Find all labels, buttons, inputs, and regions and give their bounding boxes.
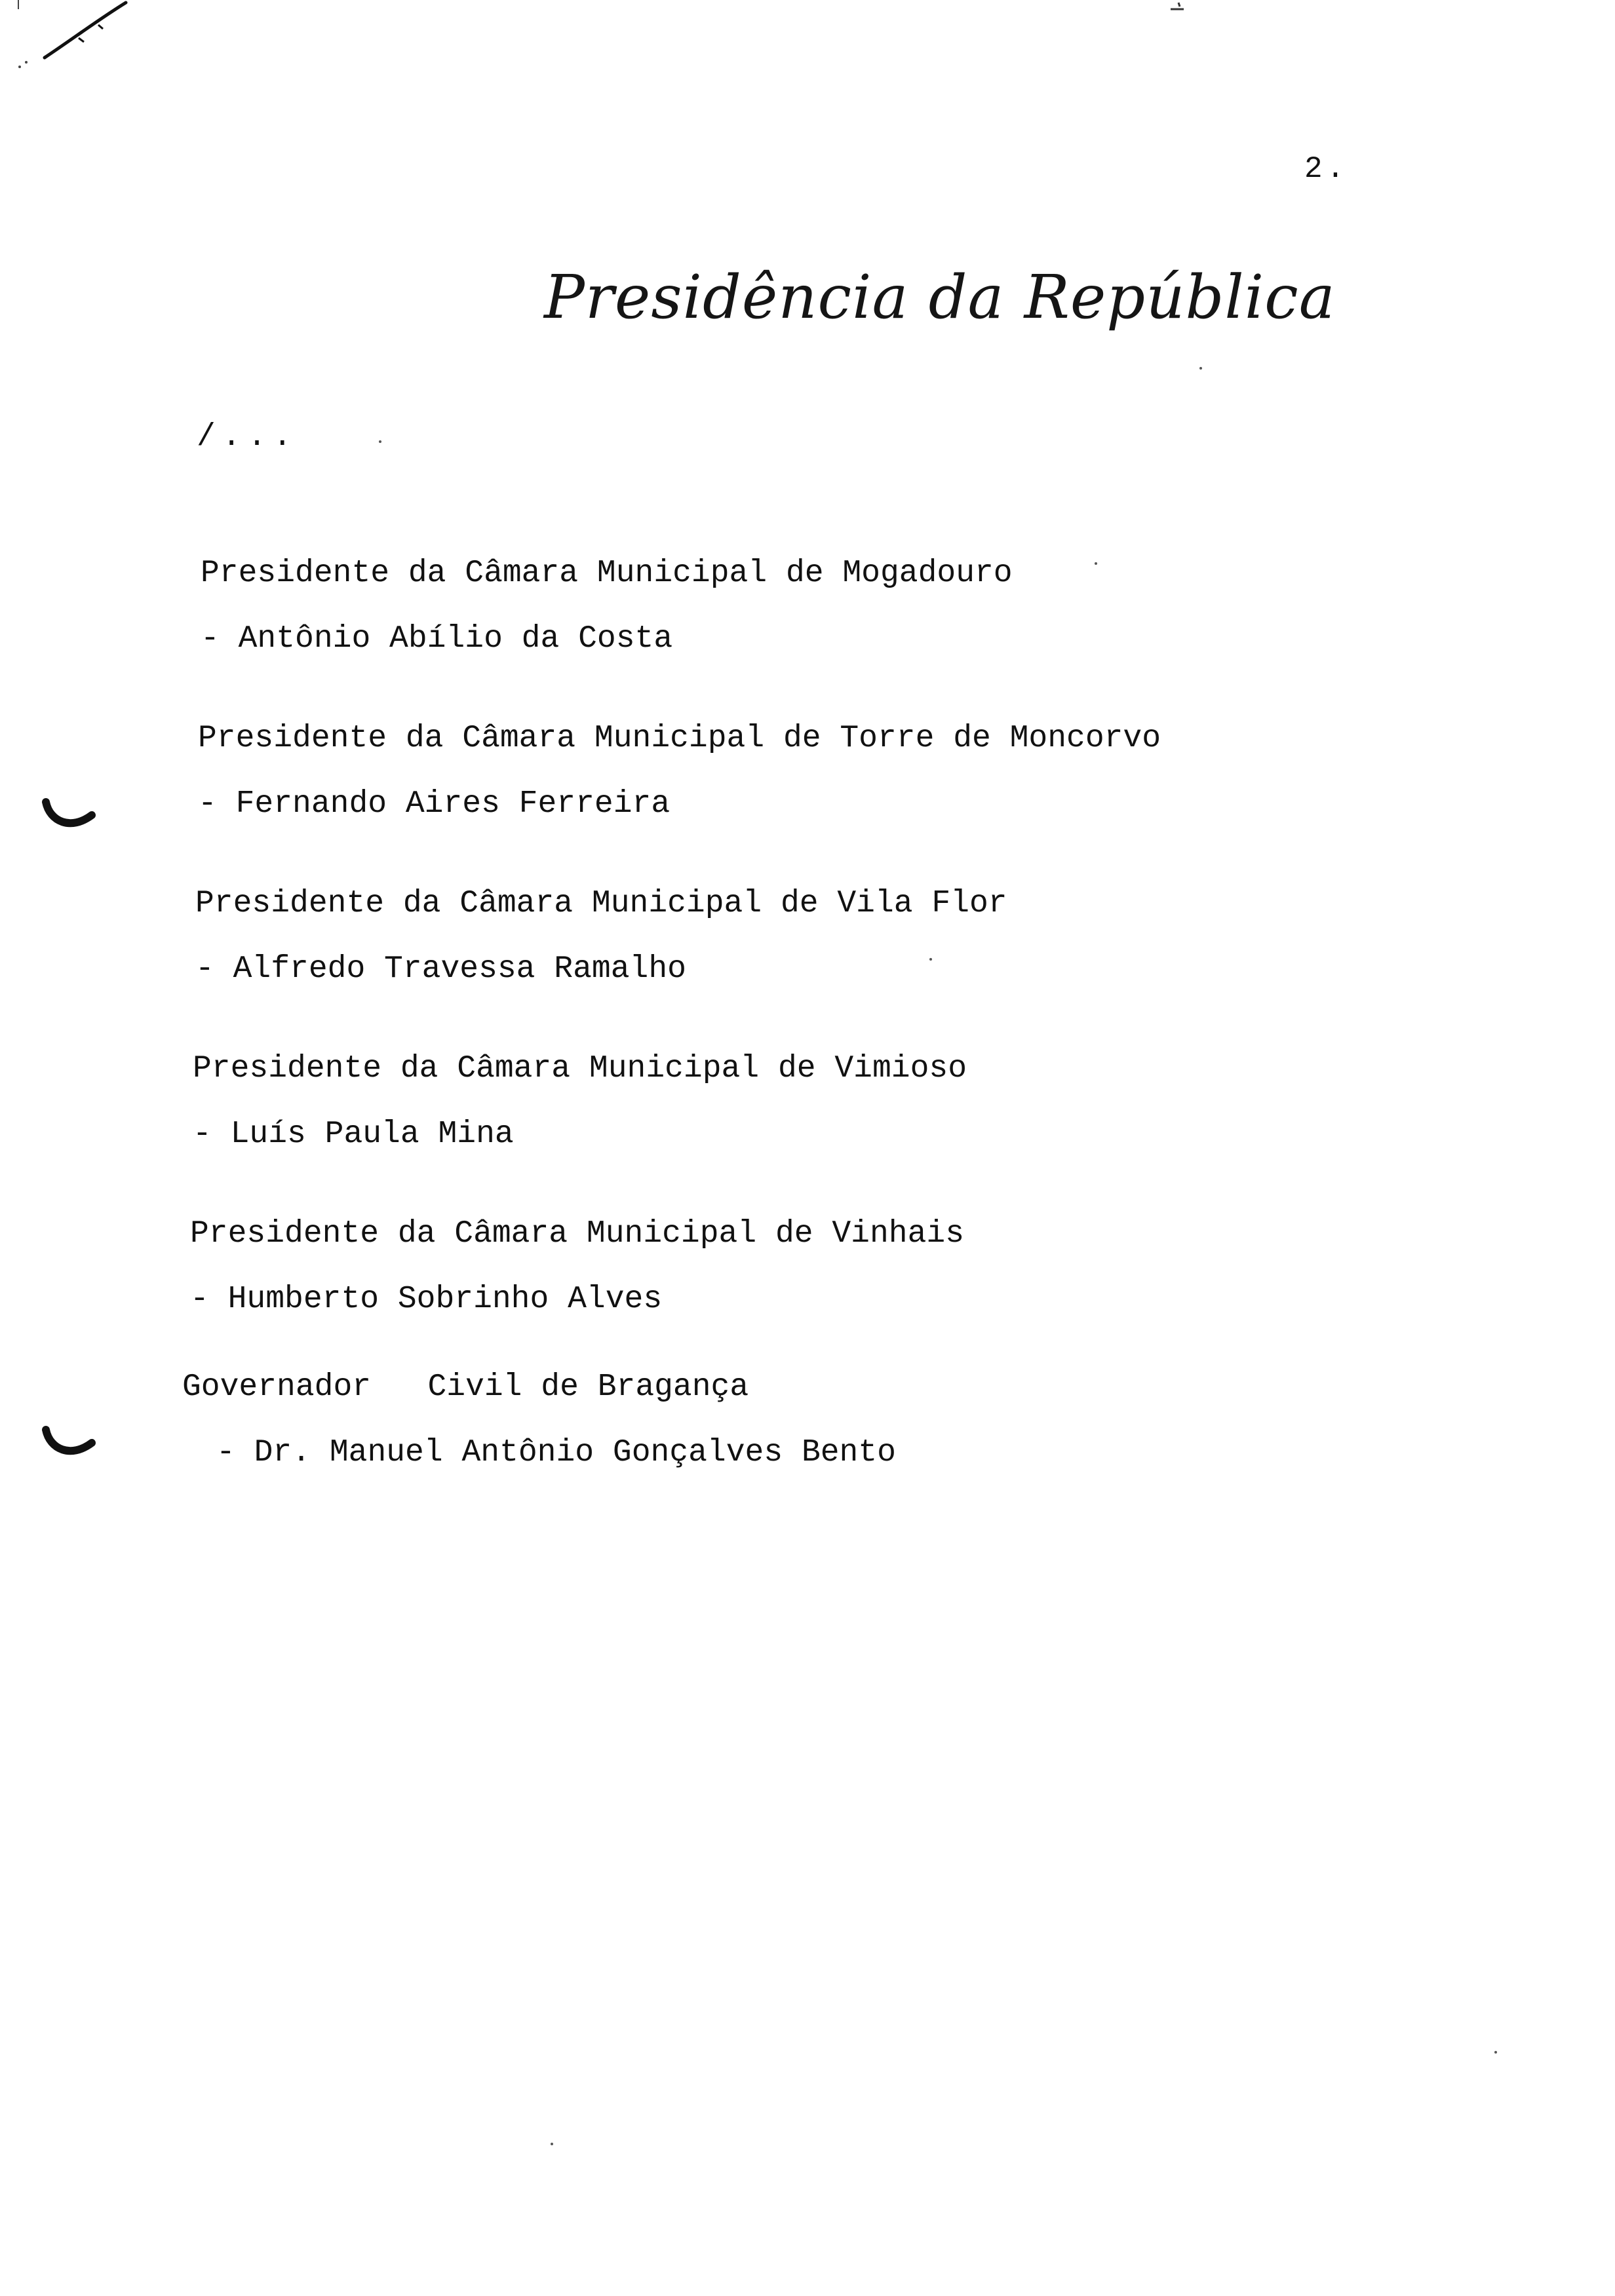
entry-name: - Dr. Manuel Antônio Gonçalves Bento [216,1435,896,1470]
entry-office: Presidente da Câmara Municipal de Vimioso [193,1051,967,1086]
paper-speck [551,2143,553,2145]
letterhead-title: Presidência da República [544,262,1336,332]
entry-name: - Fernando Aires Ferreira [198,786,671,822]
paper-speck [929,958,932,961]
continuation-mark: /... [197,419,299,455]
paper-speck [1494,2051,1497,2054]
margin-check-mark [39,1421,98,1466]
entry-office: Governador Civil de Bragança [182,1369,749,1405]
top-tick-mark [1167,0,1193,13]
entry-office: Presidente da Câmara Municipal de Vila Flor [195,886,1007,921]
entry-office: Presidente da Câmara Municipal de Mogadouro [201,556,1013,591]
paper-speck [379,440,381,443]
page-number: 2. [1304,152,1349,186]
margin-check-mark [39,793,98,839]
entry-name: - Alfredo Travessa Ramalho [195,951,686,987]
entry-name: - Antônio Abílio da Costa [201,621,673,657]
paper-speck [1095,562,1097,565]
entry-name: - Humberto Sobrinho Alves [190,1282,663,1317]
entry-office: Presidente da Câmara Municipal de Torre de Moncorvo [198,721,1161,756]
entry-name: - Luís Paula Mina [193,1117,514,1152]
corner-pen-stroke [0,0,144,72]
paper-speck [1199,367,1202,370]
entry-office: Presidente da Câmara Municipal de Vinhais [190,1216,964,1252]
